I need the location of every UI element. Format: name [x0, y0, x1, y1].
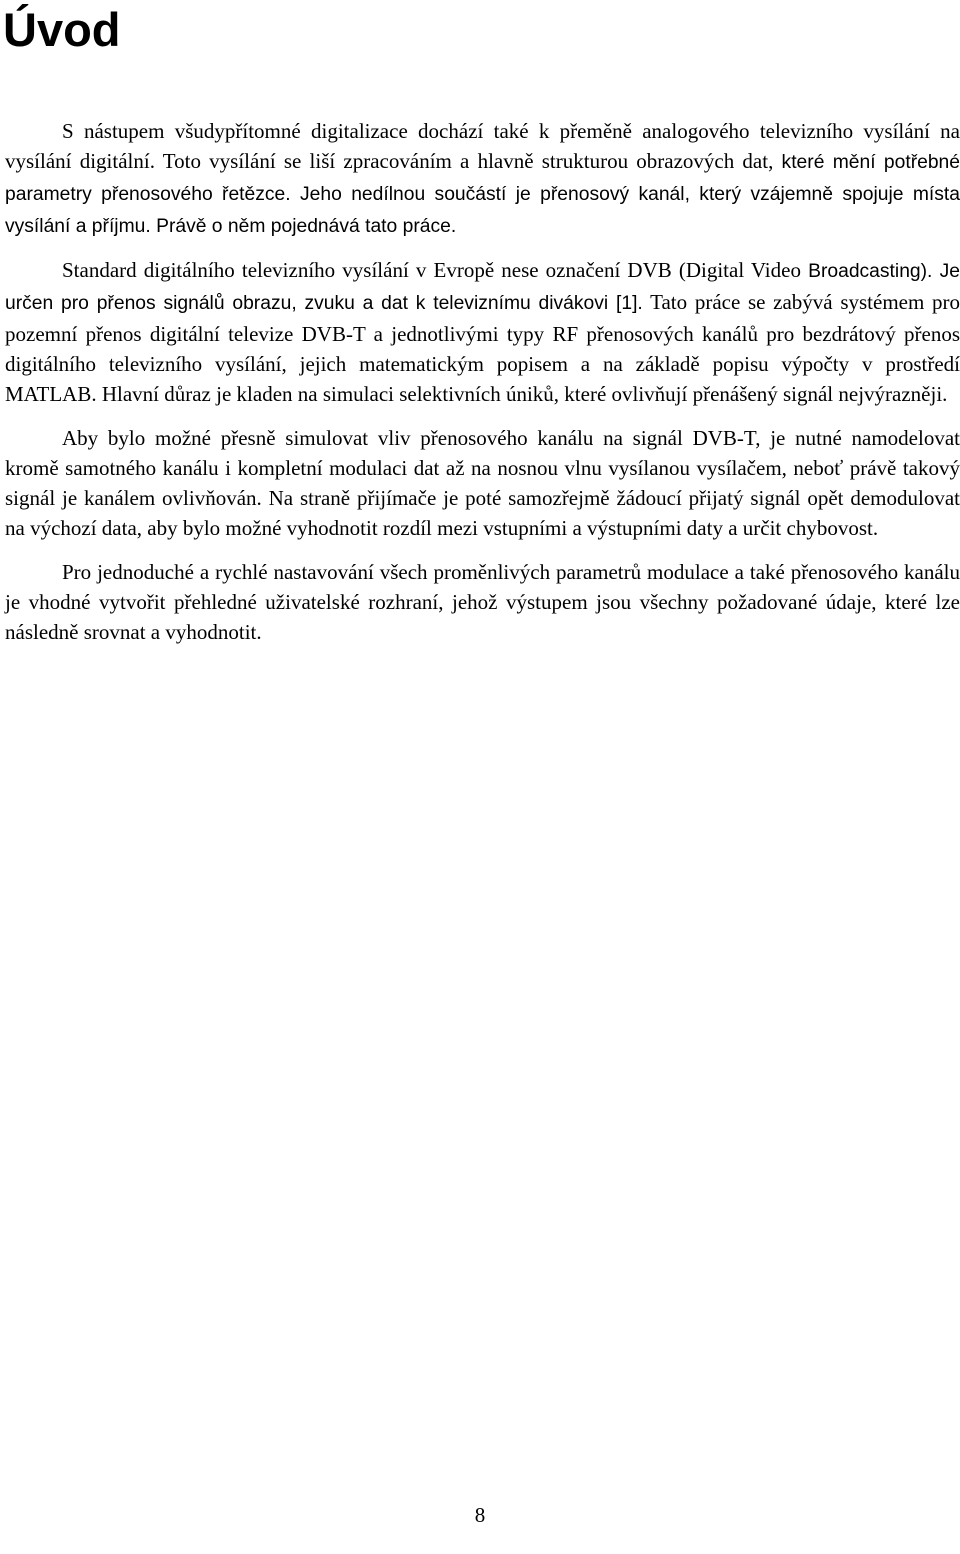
paragraph-standard-serif-start: Standard digitálního televizního vysílání v Evropě nese označení DVB (Digital Video [62, 258, 809, 282]
paragraph-standard-serif-rest: Tato práce se zabývá systémem pro pozemní přenos digitální televize DVB-T a jednotlivými typy RF přenosových kanálů pro bezdrátový přenos digitálního televizního vysílání, jejich matematickým popisem a na základě popisu výpočty v prostředí MATLAB. Hlavní důraz je kladen na simulaci selektivních úniků, které ovlivňují přenášený signál nejvýrazněji. [5, 290, 960, 406]
paragraph-interface: Pro jednoduché a rychlé nastavování všech proměnlivých parametrů modulace a také přenosového kanálu je vhodné vytvořit přehledné uživatelské rozhraní, jehož výstupem jsou všechny požadované údaje, které lze následně srovnat a vyhodnotit. [5, 560, 960, 644]
paragraph-intro [5, 116, 960, 242]
body-text [5, 116, 960, 647]
paragraph-intro-serif: S nástupem všudypřítomné digitalizace dochází také k přeměně analogového televizního vysílání na vysílání digitální. Toto vysílání se liší zpracováním a hlavně strukturou obrazových dat, [5, 119, 960, 173]
page-number: 8 [474, 1503, 486, 1527]
paragraph-simulation: Aby bylo možné přesně simulovat vliv přenosového kanálu na signál DVB-T, je nutné namodelovat kromě samotného kanálu i kompletní modulaci dat až na nosnou vlnu vysílanou vysílačem, neboť právě takový signál je kanálem ovlivňován. Na straně přijímače je poté samozřejmě žádoucí přijatý signál opět demodulovat na výchozí data, aby bylo možné vyhodnotit rozdíl mezi vstupními a výstupními daty a určit chybovost. [5, 426, 960, 540]
paragraph-standard-sans: Broadcasting). Je určen pro přenos signálů obrazu, zvuku a dat k televiznímu divákovi [1]. [5, 261, 960, 314]
paragraph-standard [5, 255, 960, 409]
paragraph-intro-sans: které mění potřebné parametry přenosového řetězce. Jeho nedílnou součástí je přenosový kanál, který vzájemně spojuje místa vysílání a příjmu. Právě o něm pojednává tato práce. [5, 152, 960, 237]
chapter-heading: Úvod [3, 3, 121, 56]
